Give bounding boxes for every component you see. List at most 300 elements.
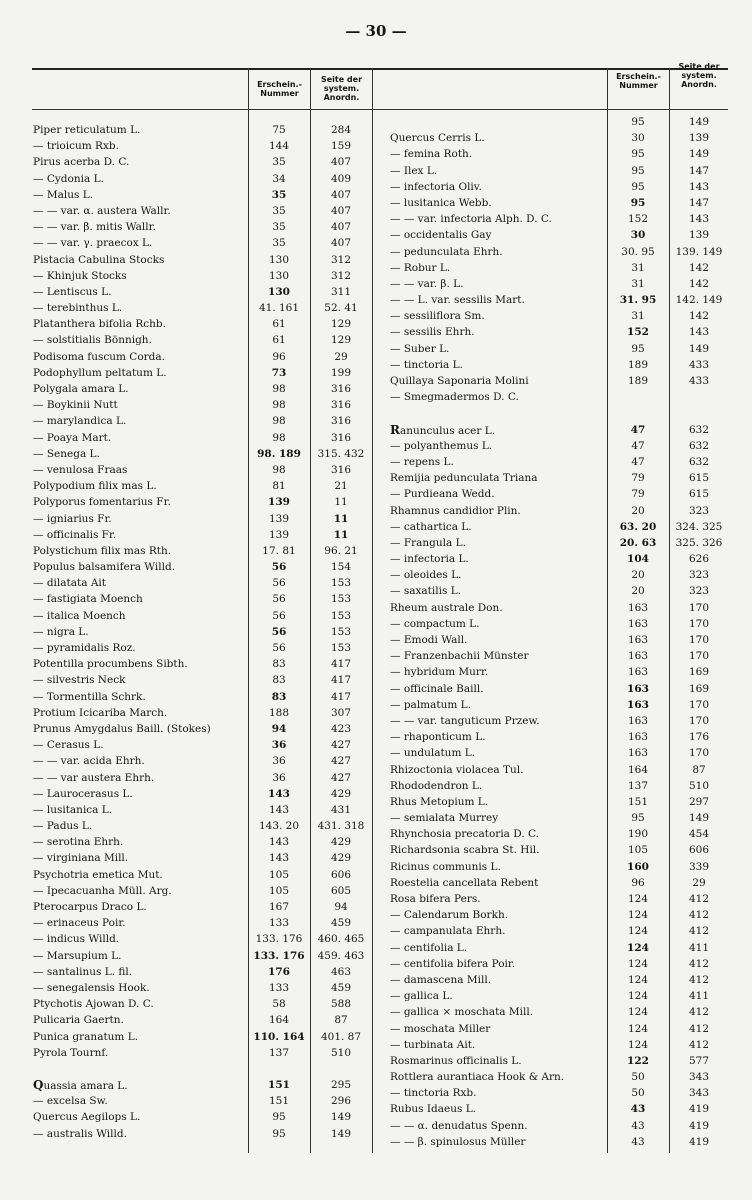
entry-page: 412 [688,1006,710,1019]
entry-name: — occidentalis Gay [390,229,492,242]
entry-name: Punica granatum L. [33,1030,139,1043]
entry-number: 110. 164 [253,1030,305,1043]
index-entry [390,146,730,162]
index-entry [33,252,373,268]
entry-name: Rheum australe Don. [390,601,503,614]
entry-page: 21 [334,480,348,493]
entry-page: 588 [330,998,352,1011]
entry-page: 143 [688,213,710,226]
entry-name: — cathartica L. [390,520,472,533]
entry-page: 170 [688,634,710,646]
entry-number: 143. 20 [258,820,300,833]
entry-page: 510 [330,1046,352,1059]
entry-name: — repens L. [390,455,454,468]
entry-number: 105 [627,844,649,857]
index-entry [390,389,730,405]
index-entry [390,1037,730,1053]
entry-page: 129 [330,318,352,331]
entry-number: 143 [268,803,290,816]
entry-page: 407 [330,156,352,169]
entry-name: — palmatum L. [390,698,471,711]
entry-name: — Purdieana Wedd. [390,488,495,501]
entry-page: 311 [330,285,352,298]
entry-page: 143 [688,180,710,193]
entry-page: 52. 41 [324,302,358,315]
entry-page: 343 [688,1071,710,1084]
entry-page: 11 [333,528,349,541]
entry-name: — — var. α. austera Wallr. [33,204,171,217]
entry-number: 124 [627,925,649,938]
entry-page: 139 [688,229,710,242]
index-entry [390,260,730,276]
entry-page: 297 [688,795,710,808]
entry-page: 129 [330,334,352,347]
entry-number: 189 [627,358,649,371]
entry-number: 83 [272,658,286,671]
index-entry [390,422,730,438]
entry-page: 605 [330,884,352,897]
entry-number: 152 [627,326,649,339]
entry-number: 81 [272,480,286,493]
entry-page: 412 [688,1022,710,1035]
entry-number: 124 [627,957,649,970]
entry-name: — tinctoria L. [390,358,463,371]
entry-name: Polyporus fomentarius Fr. [33,496,171,509]
entry-name: — Boykinii Nutt [33,399,118,412]
entry-name: — moschata Miller [390,1022,491,1035]
entry-number: 61 [272,318,286,331]
entry-number: 98 [272,415,286,428]
entry-name: — lusitanica L. [33,803,113,816]
entry-number: 133 [268,917,290,930]
entry-page: 577 [688,1054,710,1067]
entry-name: Quercus Aegilops L. [33,1111,141,1124]
entry-name: — Malus L. [33,188,94,201]
entry-page: 170 [688,601,710,614]
index-entry [390,244,730,260]
index-entry [390,211,730,227]
index-entry [33,931,373,947]
entry-number: 130 [268,269,290,282]
entry-number: 163 [627,731,649,744]
entry-page: 11 [333,512,349,525]
entry-name: — — α. denudatus Spenn. [390,1119,528,1132]
entry-page: 429 [330,852,352,865]
entry-name: — Cydonia L. [33,172,104,185]
entry-name: — Lentiscus L. [33,285,112,298]
entry-name: Podophyllum peltatum L. [33,366,167,379]
entry-number: 58 [272,998,286,1011]
entry-page: 170 [688,617,710,630]
entry-number: 79 [631,472,645,485]
index-entry [390,664,730,680]
index-entry [390,940,730,956]
entry-name: — serotina Ehrh. [33,836,124,849]
right-index-column [390,114,730,1150]
entry-number: 36 [272,755,286,768]
entry-name: — — var. infectoria Alph. D. C. [390,213,552,226]
entry-name: — lusitanica Webb. [390,196,492,209]
entry-page: 459. 463 [317,949,365,962]
entry-name: Populus balsamifera Willd. [33,561,176,574]
entry-number: 163 [627,682,649,695]
index-entry [390,519,730,535]
entry-name: Rosa bifera Pers. [390,893,481,905]
entry-page: 29 [334,350,348,363]
entry-page: 407 [330,204,352,217]
entry-name: Rosmarinus officinalis L. [390,1054,522,1067]
entry-name: — oleoides L. [390,569,462,582]
entry-page: 139 [688,132,710,145]
entry-name: Platanthera bifolia Rchb. [33,318,166,331]
entry-page: 339 [688,860,710,873]
entry-number: 130 [268,253,290,266]
entry-number: 36 [272,771,286,784]
index-entry [33,867,373,883]
entry-name: — Calendarum Borkh. [390,909,509,922]
index-entry [390,535,730,551]
entry-page: 153 [330,609,352,622]
entry-number: 95 [631,812,645,825]
entry-page: 459 [330,981,352,994]
entry-number: 20. 63 [619,536,657,549]
entry-number: 20 [631,585,645,598]
entry-number: 137 [268,1046,290,1059]
entry-page: 429 [330,836,352,849]
entry-number: 36 [271,739,287,752]
index-entry [33,1045,373,1061]
entry-number: 139 [268,496,290,509]
entry-page: 149 [688,342,710,355]
entry-number: 43 [631,1119,645,1132]
entry-number: 61 [272,334,286,347]
entry-page: 170 [688,714,710,727]
index-entry [390,454,730,470]
entry-name: — — L. var. sessilis Mart. [390,294,525,307]
entry-number: 35 [272,204,286,217]
index-entry [33,786,373,802]
entry-page: 153 [330,577,352,590]
entry-name: Polypodium filix mas L. [33,480,157,493]
index-entry [33,753,373,769]
entry-name: — tinctoria Rxb. [390,1087,477,1100]
entry-page: 169 [688,666,710,679]
entry-name: — nigra L. [33,625,89,638]
entry-name: Quassia amara L. [33,1078,128,1093]
entry-number: 139 [268,512,290,525]
entry-number: 73 [271,366,287,379]
entry-number: 20 [631,569,645,582]
header-erschein-nummer-left: Erschein.- Nummer [257,80,302,98]
index-entry [390,324,730,340]
entry-page: 463 [330,965,352,978]
entry-name: — compactum L. [390,617,480,630]
entry-page: 460. 465 [317,933,365,946]
index-entry [390,859,730,875]
entry-number: 152 [627,213,649,226]
index-entry [390,778,730,794]
index-entry [33,365,373,381]
entry-number: 95 [272,1127,286,1140]
entry-number: 17. 81 [262,544,296,557]
entry-number: 30 [631,132,645,145]
index-entry [390,292,730,308]
entry-page: 412 [688,973,710,986]
entry-number: 31 [631,310,645,323]
index-entry [390,810,730,826]
entry-number: 188 [268,706,290,719]
index-entry [390,357,730,373]
entry-page: 431. 318 [317,820,365,833]
index-entry [390,923,730,939]
entry-name: Polygala amara L. [33,383,129,395]
index-entry [33,850,373,866]
index-entry [33,996,373,1012]
index-entry [390,988,730,1004]
entry-number: 95 [631,116,645,128]
header-seite-left: Seite der system. Anordn. [320,75,363,102]
entry-number: 47 [631,455,645,468]
index-entry [390,1021,730,1037]
entry-number: 105 [268,868,290,881]
spacer [33,1061,373,1077]
entry-name: Piper reticulatum L. [33,124,141,136]
entry-name: Pulicaria Gaertn. [33,1014,124,1027]
entry-number: 124 [627,1006,649,1019]
index-entry [33,462,373,478]
entry-number: 163 [627,650,649,663]
entry-name: — italica Moench [33,609,126,622]
entry-page: 325. 326 [675,536,723,549]
entry-number: 163 [627,698,649,711]
entry-page: 431 [330,803,352,816]
entry-page: 409 [330,172,352,185]
entry-number: 31 [631,261,645,274]
entry-name: Ptychotis Ajowan D. C. [33,998,154,1011]
entry-name: — marylandica L. [33,415,127,428]
entry-page: 323 [688,585,710,598]
entry-page: 153 [330,642,352,654]
entry-page: 411 [688,990,710,1003]
entry-number: 56 [272,642,286,654]
entry-page: 411 [688,941,710,954]
entry-name: — Padus L. [33,820,93,833]
entry-number: 163 [627,714,649,727]
entry-number: 83 [272,674,286,687]
entry-number: 167 [268,901,290,913]
entry-page: 632 [688,455,710,468]
entry-name: — undulatum L. [390,747,476,760]
entry-name: — venulosa Fraas [33,463,128,476]
entry-page: 401. 87 [320,1030,362,1043]
entry-name: Rottlera aurantiaca Hook & Arn. [390,1071,565,1084]
entry-name: — — var. acida Ehrh. [33,755,145,768]
index-entry [33,122,373,138]
entry-number: 164 [627,763,649,776]
index-entry [33,219,373,235]
entry-name: — sessilis Ehrh. [390,326,475,339]
index-entry [390,891,730,907]
entry-page: 149 [330,1111,352,1124]
index-entry [33,187,373,203]
index-entry [33,397,373,413]
index-entry [33,948,373,964]
index-entry [33,770,373,786]
entry-number: 34 [272,172,286,185]
entry-name: — senegalensis Hook. [33,981,150,994]
entry-name: — Ilex L. [390,164,438,177]
index-entry [33,1077,373,1093]
entry-name: — — β. spinulosus Müller [390,1135,526,1148]
entry-number: 50 [631,1087,645,1100]
entry-number: 151 [268,1095,290,1108]
entry-number: 190 [627,828,649,841]
entry-name: — rhaponticum L. [390,731,486,744]
entry-number: 122 [627,1054,649,1067]
entry-name: Rhus Metopium L. [390,795,489,808]
index-entry [390,567,730,583]
index-entry [33,203,373,219]
entry-name: — excelsa Sw. [33,1095,108,1108]
entry-page: 412 [688,925,710,938]
entry-page: 142 [688,277,710,290]
entry-name: — Emodi Wall. [390,634,468,646]
entry-number: 35 [272,221,286,234]
entry-number: 41. 161 [258,302,300,315]
entry-name: — turbinata Ait. [390,1038,476,1051]
entry-name: — Suber L. [390,342,450,355]
index-entry [390,907,730,923]
entry-number: 94 [271,722,287,735]
entry-name: — Senega L. [33,447,100,460]
entry-name: — fastigiata Moench [33,593,143,606]
index-entry [390,276,730,292]
entry-name: — hybridum Murr. [390,666,489,679]
index-entry [33,883,373,899]
index-entry [390,616,730,632]
index-entry [390,1069,730,1085]
index-entry [33,316,373,332]
entry-page: 323 [688,504,710,517]
entry-name: — — var. β. mitis Wallr. [33,221,156,234]
entry-page: 626 [688,553,710,566]
index-entry [390,1085,730,1101]
entry-page: 412 [688,893,710,905]
entry-name: Pterocarpus Draco L. [33,901,147,913]
index-entry [33,413,373,429]
entry-name: — indicus Willd. [33,933,120,946]
entry-name: Rhizoctonia violacea Tul. [390,763,524,776]
entry-name: Pirus acerba D. C. [33,156,130,169]
entry-name: — Poaya Mart. [33,431,112,444]
index-entry [390,373,730,389]
index-entry [33,575,373,591]
entry-page: 307 [330,706,352,719]
entry-number: 56 [272,593,286,606]
entry-name: Psychotria emetica Mut. [33,868,163,881]
entry-number: 144 [268,140,290,153]
entry-number: 105 [268,884,290,897]
entry-name: — pyramidalis Roz. [33,642,136,654]
entry-page: 417 [330,674,352,687]
index-entry [33,608,373,624]
entry-number: 96 [631,876,645,889]
entry-number: 30 [630,229,646,242]
index-entry [33,268,373,284]
entry-page: 433 [688,375,710,387]
index-entry [390,583,730,599]
index-entry [390,114,730,130]
entry-page: 142 [688,261,710,274]
index-entry [390,486,730,502]
index-entry [33,446,373,462]
page-number: — 30 — [345,22,407,40]
entry-page: 149 [688,148,710,161]
entry-name: Protium Icicariba March. [33,706,168,719]
index-entry [390,826,730,842]
entry-name: — Laurocerasus L. [33,787,133,800]
index-entry [33,689,373,705]
entry-number: 133 [268,981,290,994]
entry-page: 94 [334,901,348,913]
entry-number: 163 [627,601,649,614]
entry-name: — centifolia bifera Poir. [390,957,516,970]
entry-name: Quercus Cerris L. [390,132,485,145]
entry-page: 176 [688,731,710,744]
entry-number: 98 [272,399,286,412]
index-entry [33,494,373,510]
entry-name: — gallica × moschata Mill. [390,1006,534,1019]
index-entry [390,600,730,616]
entry-name: — dilatata Ait [33,577,106,590]
entry-page: 284 [330,124,352,136]
entry-page: 615 [688,472,710,485]
index-entry [390,503,730,519]
entry-number: 98 [272,431,286,444]
entry-name: — Robur L. [390,261,451,274]
entry-number: 20 [631,504,645,517]
entry-number: 124 [627,990,649,1003]
index-entry [390,681,730,697]
entry-name: — infectoria Oliv. [390,180,482,193]
index-entry [390,1004,730,1020]
entry-number: 163 [627,617,649,630]
entry-number: 164 [268,1014,290,1027]
entry-page: 296 [330,1095,352,1108]
entry-page: 510 [688,779,710,792]
entry-page: 606 [688,844,710,857]
index-entry [390,729,730,745]
entry-page: 423 [330,722,352,735]
table-top-rule [32,68,728,70]
entry-page: 170 [688,698,710,711]
entry-name: Podisoma fuscum Corda. [33,350,165,363]
index-entry [390,745,730,761]
entry-number: 43 [631,1135,645,1148]
index-entry [390,1101,730,1117]
entry-page: 199 [330,366,352,379]
entry-number: 30. 95 [621,245,655,258]
entry-name: — virginiana Mill. [33,852,129,865]
index-entry [33,1012,373,1028]
spacer [390,405,730,421]
index-entry [33,1126,373,1142]
index-entry [33,721,373,737]
index-entry [390,130,730,146]
index-entry [390,875,730,891]
entry-number: 98 [272,383,286,395]
index-entry [390,227,730,243]
